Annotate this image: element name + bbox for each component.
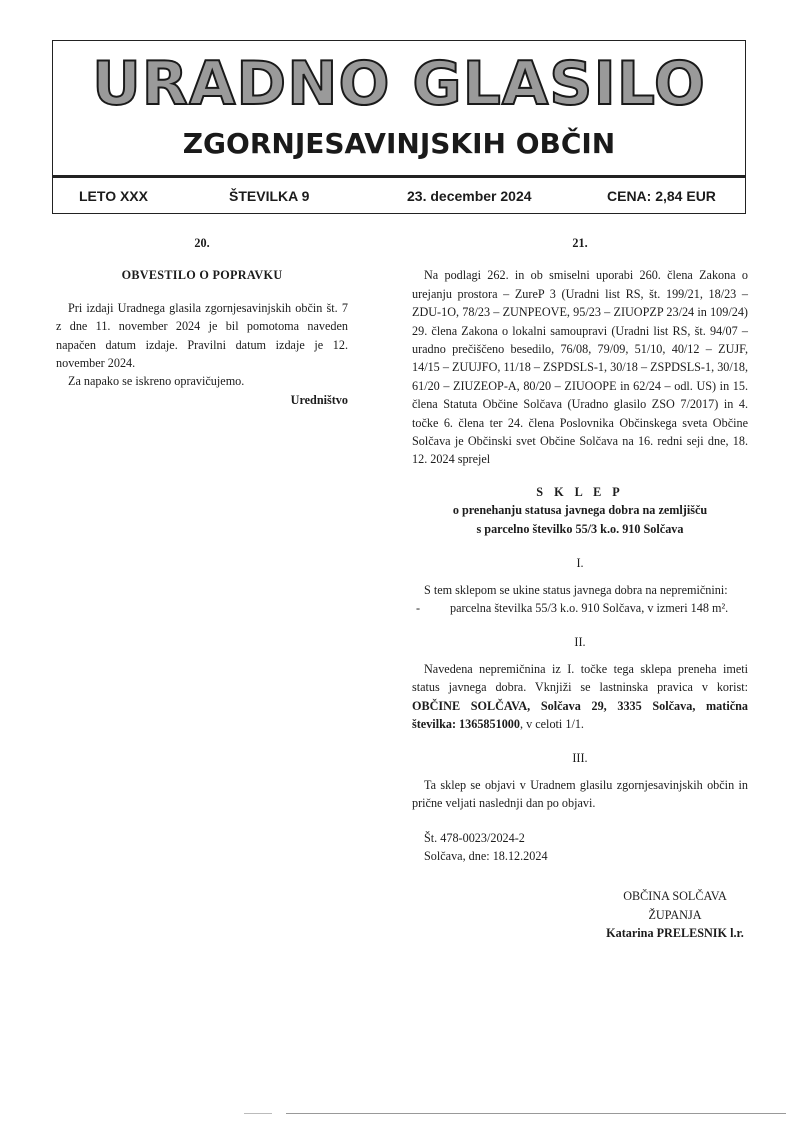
section-number: I. (576, 556, 584, 571)
resolution-subtitle: o prenehanju statusa javnega dobra na zemljišču (452, 503, 708, 518)
section-number: III. (572, 751, 588, 766)
signature-role: ŽUPANJA (648, 907, 702, 922)
section-text: Ta sklep se objavi v Uradnem glasilu zgornjesavinjskih občin in prične veljati naslednji dan po objavi. (412, 777, 748, 811)
reference-place-date: Solčava, dne: 18.12.2024 (424, 848, 548, 863)
article-heading: OBVESTILO O POPRAVKU (121, 268, 283, 283)
article-paragraph: Za napako se iskreno opravičujemo. (68, 374, 245, 389)
section-text: S tem sklepom se ukine status javnega dobra na nepremičnini: (424, 582, 728, 597)
scan-line (244, 1113, 272, 1114)
section-text-part: Navedena nepremičnina iz I. točke tega sklepa preneha imeti status javnega dobra. Vknjiži se lastninska pravica v korist: (412, 661, 748, 695)
section-text (412, 660, 748, 734)
publication-title: URADNO GLASILO (92, 49, 706, 119)
signature-block (602, 887, 748, 942)
resolution-title: S K L E P (536, 484, 624, 499)
article-number: 20. (194, 236, 210, 250)
signature-name: Katarina PRELESNIK l.r. (606, 926, 744, 941)
scan-line (286, 1113, 786, 1114)
issue-info-bar (52, 176, 746, 214)
volume-year: LETO XXX (79, 188, 148, 204)
list-dash: - (416, 600, 421, 615)
section-number: II. (574, 635, 586, 650)
masthead (52, 40, 746, 176)
left-column (56, 234, 348, 409)
resolution-subtitle: s parcelno številko 55/3 k.o. 910 Solčava (476, 521, 684, 536)
article-signature: Uredništvo (290, 392, 348, 407)
section-text-part: , v celoti 1/1. (520, 716, 584, 731)
publication-subtitle: ZGORNJESAVINJSKIH OBČIN (182, 127, 616, 160)
beneficiary-details: OBČINE SOLČAVA, Solčava 29, 3335 Solčava, matična številka: 1365851000 (412, 698, 748, 731)
legal-basis-paragraph: Na podlagi 262. in ob smiselni uporabi 260. člena Zakona o urejanju prostora – ZureP 3 (Uradni list RS, št. 199/21, 18/23 – ZDU-1O, 78/23 – ZUNPEOVE, 95/23 – ZIUOPZP 23/24 in 109/24) 29. člena Zakona o lokalni samoupravi (Uradni list RS, št. 94/07 – uradno prečiščeno besedilo, 76/08, 79/09, 51/10, 40/12 – ZUJF, 14/15 – ZUUJFO, 11/18 – ZSPDSLS-1, 30/18 – ZSPDSLS-1, 30/18, 61/20 – ZIUZEOP-A, 80/20 – ZIUOOPE in 62/24 – odl. US) in 15. člena Statuta Občine Solčava (Uradno glasilo ZSO 7/2017) in 4. točke 6. člena ter 24. člena Poslovnika Občinskega sveta Občine Solčava je Občinski svet Občine Solčava na 16. redni seji dne, 18. 12. 2024 sprejel (412, 268, 748, 467)
issue-date: 23. december 2024 (407, 188, 532, 204)
article-number: 21. (572, 236, 588, 250)
issue-price: CENA: 2,84 EUR (607, 188, 716, 204)
right-column (412, 234, 748, 943)
issue-number: ŠTEVILKA 9 (229, 188, 310, 204)
list-item-text: parcelna številka 55/3 k.o. 910 Solčava, v izmeri 148 m². (450, 600, 729, 615)
signature-organization: OBČINA SOLČAVA (623, 889, 727, 904)
article-paragraph: Pri izdaji Uradnega glasila zgornjesavinjskih občin št. 7 z dne 11. november 2024 je bil pomotoma naveden napačen datum izdaje. Pravilni datum izdaje je 12. november 2024. (56, 300, 348, 371)
list-item (412, 599, 748, 617)
reference-number: Št. 478-0023/2024-2 (424, 830, 525, 845)
